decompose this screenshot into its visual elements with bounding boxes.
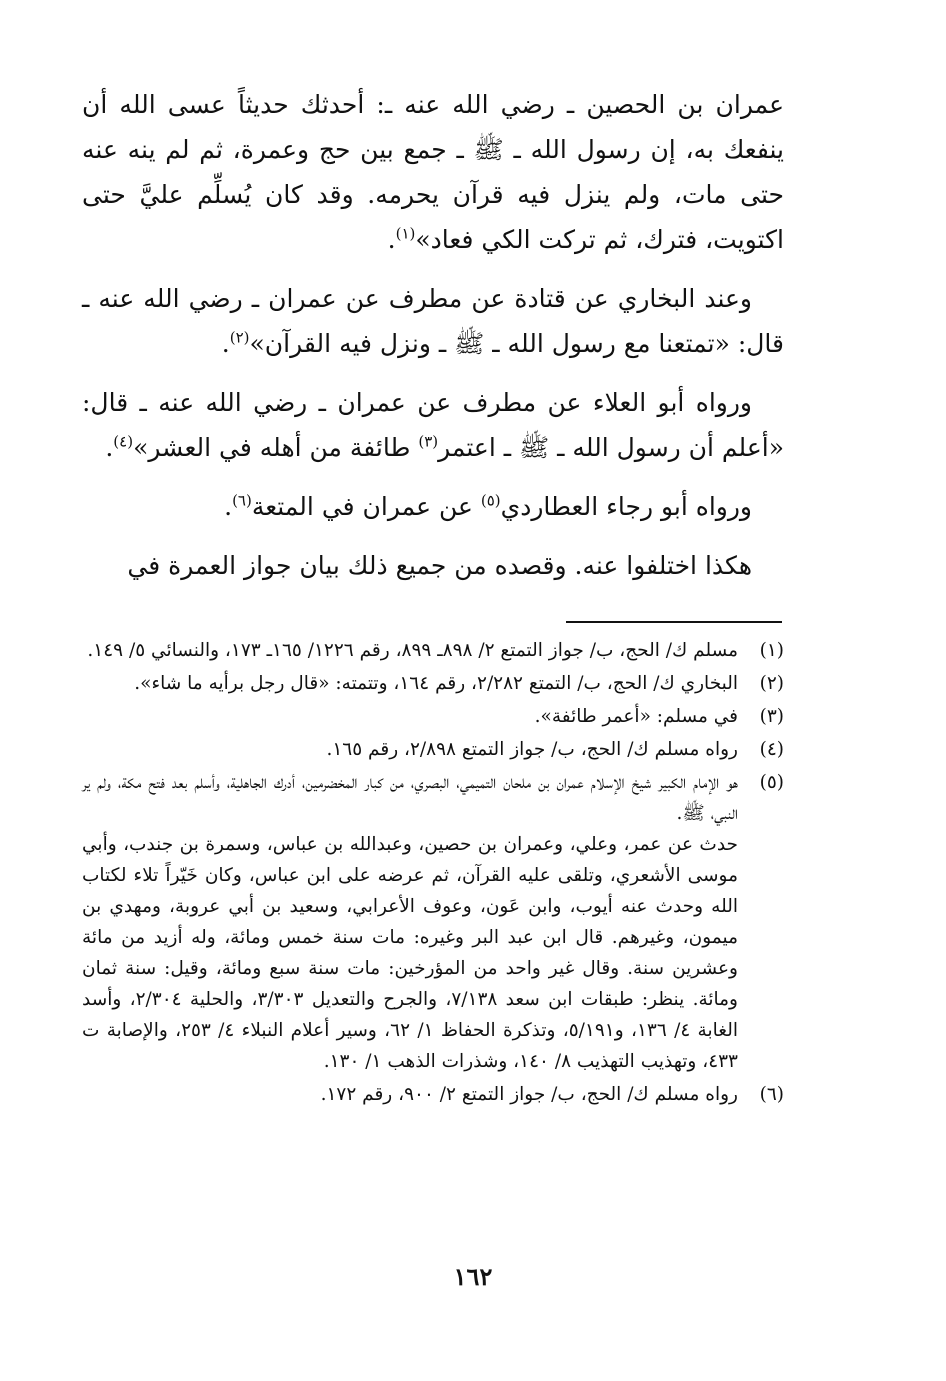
footnote-number: (٣) [759, 706, 784, 727]
footnote-number: (٤) [759, 739, 784, 760]
footnote-text: مسلم ك/ الحج، ب/ جواز التمتع ٢/ ٨٩٨ـ ٨٩٩، رقم ١٢٢٦/ ١٦٥ـ ١٧٣، والنسائي ٥/ ١٤٩. [87, 640, 738, 661]
footnote-number: (٥) [759, 772, 784, 793]
paragraph-text: عن عمران في المتعة [251, 492, 481, 521]
paragraph-end: . [387, 225, 396, 254]
footnote-ref: (٣) [418, 432, 439, 451]
body-paragraph [82, 276, 784, 366]
paragraph-text: ورواه أبو العلاء عن مطرف عن عمران ـ رضي الله عنه ـ قال: «أعلم أن رسول الله ـ ﷺ ـ اعتمر [82, 388, 784, 462]
main-text [82, 82, 784, 588]
footnote-body [82, 767, 738, 1077]
footnotes [82, 635, 784, 1112]
footnote-ref: (٤) [113, 432, 134, 451]
footnote-item [82, 701, 784, 732]
body-paragraph [82, 484, 784, 529]
paragraph-text: هكذا اختلفوا عنه. وقصده من جميع ذلك بيان جواز العمرة في [127, 551, 752, 580]
footnote-item [82, 668, 784, 699]
footnote-text: في مسلم: «أعمر طائفة». [534, 706, 738, 727]
footnote-text: البخاري ك/ الحج، ب/ التمتع ٢/٢٨٢، رقم ١٦٤، وتتمته: «قال رجل برأيه ما شاء». [134, 673, 738, 694]
footnote-separator [566, 621, 782, 623]
footnote-text: رواه مسلم ك/ الحج، ب/ جواز التمتع ٢/ ٩٠٠، رقم ١٧٢. [320, 1084, 738, 1105]
paragraph-end: . [105, 433, 114, 462]
paragraph-end: . [221, 329, 230, 358]
footnote-ref: (٦) [232, 491, 252, 510]
paragraph-text: طائفة من أهله في العشر» [133, 433, 419, 462]
footnote-item [82, 767, 784, 1077]
footnote-text-continued: حدث عن عمر، وعلي، وعمران بن حصين، وعبدالله بن عباس، وسمرة بن جندب، وأبي موسى الأشعري، وتلقى عليه القرآن، ثم عرضه على ابن عباس، وكان خَيّراً تلاء لكتاب الله وحدث عنه أيوب، وابن عَون، وعوف الأعرابي، وسعيد بن أبي عروبة، ومهدي بن ميمون، وغيرهم. قال ابن عبد البر وغيره: مات سنة خمس ومائة، وله أزيد من مائة وعشرين سنة. وقال غير واحد من المؤرخين: مات سنة سبع ومائة، وقيل: سنة ثمان ومائة. ينظر: طبقات ابن سعد ٧/١٣٨، والجرح والتعديل ٣/٣٠٣، والحلية ٢/٣٠٤، وأسد الغابة ٤/ ١٣٦، و٥/١٩١، وتذكرة الحفاظ ١/ ٦٢، وسير أعلام النبلاء ٤/ ٢٥٣، والإصابة ت ٤٣٣، وتهذيب التهذيب ٨/ ١٤٠، وشذرات الذهب ١/ ١٣٠. [82, 834, 738, 1072]
footnote-number: (١) [759, 640, 784, 661]
footnote-number: (٦) [759, 1084, 784, 1105]
footnote-item [82, 734, 784, 765]
paragraph-text: ورواه أبو رجاء العطاردي [500, 492, 752, 521]
paragraph-end: . [224, 492, 233, 521]
paragraph-text: وعند البخاري عن قتادة عن مطرف عن عمران ـ رضي الله عنه ـ قال: «تمتعنا مع رسول الله ـ ﷺ ـ ونزل فيه القرآن» [82, 284, 784, 358]
body-paragraph [82, 543, 784, 588]
footnote-text: رواه مسلم ك/ الحج، ب/ جواز التمتع ٢/٨٩٨، رقم ١٦٥. [326, 739, 738, 760]
footnote-ref: (٥) [480, 491, 501, 510]
page-number: ١٦٢ [453, 1262, 493, 1291]
paragraph-text: عمران بن الحصين ـ رضي الله عنه ـ: أحدثك حديثاً عسى الله أن ينفعك به، إن رسول الله ـ ﷺ ـ جمع بين حج وعمرة، ثم لم ينه عنه حتى مات، ولم ينزل فيه قرآن يحرمه. وقد كان يُسلِّم عليَّ حتى اكتويت، فترك، ثم تركت الكي فعاد» [82, 90, 784, 254]
body-paragraph [82, 380, 784, 470]
body-paragraph [82, 82, 784, 262]
footnote-ref: (١) [395, 224, 416, 243]
footnote-ref: (٢) [229, 328, 250, 347]
footnote-number: (٢) [759, 673, 784, 694]
footnote-item [82, 635, 784, 666]
footnote-item [82, 1079, 784, 1110]
footnote-text: هو الإمام الكبير شيخ الإسلام عمران بن ملحان التميمي، البصري، من كبار المخضرمين، أدرك الجاهلية، وأسلم بعد فتح مكة، ولم ير النبي، ﷺ. [82, 772, 738, 824]
